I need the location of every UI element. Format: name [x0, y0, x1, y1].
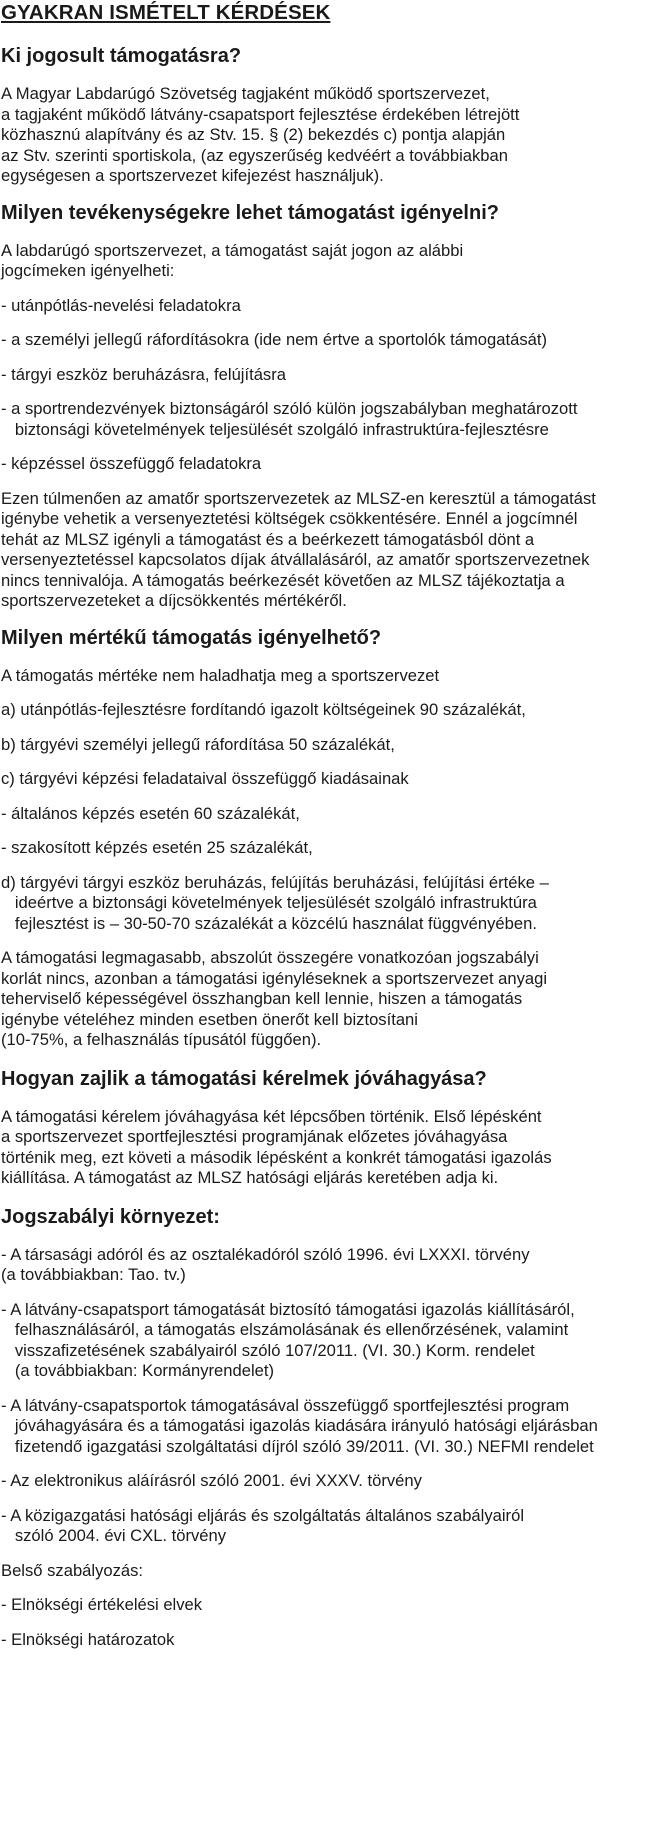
paragraph: - Az elektronikus aláírásról szóló 2001. évi XXXV. törvény — [1, 1471, 422, 1490]
paragraph: - A közigazgatási hatósági eljárás és szolgáltatás általános szabályairól szóló 2004. évi CXL. törvény — [1, 1505, 525, 1545]
paragraph: - Elnökségi értékelési elvek — [1, 1595, 203, 1614]
section-heading: Hogyan zajlik a támogatási kérelmek jóváhagyása? — [1, 1067, 487, 1090]
paragraph: A Magyar Labdarúgó Szövetség tagjaként működő sportszervezet, a tagjaként működő látvány-csapatsport fejlesztése érdekében létrejött közhasznú alapítvány és az Stv. 15. § (2) bekezdés c) pontja alapján az Stv. szerinti sportiskola, (az egyszerűség kedvéért a továbbiakban egységesen a sportszervezet kifejezést használjuk). — [1, 84, 520, 185]
paragraph: c) tárgyévi képzési feladataival összefüggő kiadásainak — [1, 769, 409, 788]
paragraph: A támogatás mértéke nem haladhatja meg a sportszervezet — [1, 665, 440, 685]
paragraph: - képzéssel összefüggő feladatokra — [1, 454, 262, 473]
paragraph: - tárgyi eszköz beruházásra, felújításra — [1, 364, 286, 384]
page-title: GYAKRAN ISMÉTELT KÉRDÉSEK — [1, 1, 331, 24]
section-heading: Milyen tevékenységekre lehet támogatást igényelni? — [1, 201, 499, 224]
paragraph: - a sportrendezvények biztonságáról szóló külön jogszabályban meghatározott biztonsági követelmények teljesülését szolgáló infrastruktúra-fejlesztésre — [1, 399, 578, 439]
paragraph: - A társasági adóról és az osztalékadóról szóló 1996. évi LXXXI. törvény (a továbbiakban: Tao. tv.) — [1, 1244, 530, 1284]
paragraph: - a személyi jellegű ráfordításokra (ide nem értve a sportolók támogatását) — [1, 330, 547, 349]
paragraph: b) tárgyévi személyi jellegű ráfordítása 50 százalékát, — [1, 734, 395, 754]
paragraph: Belső szabályozás: — [1, 1560, 144, 1580]
section-heading: Jogszabályi környezet: — [1, 1205, 220, 1228]
paragraph: A labdarúgó sportszervezet, a támogatást saját jogon az alábbi jogcímeken igényelheti: — [1, 240, 464, 280]
faq-content — [1, 44, 650, 1650]
paragraph: d) tárgyévi tárgyi eszköz beruházás, felújítás beruházási, felújítási értéke – ideértve a biztonsági követelmények teljesülését szolgáló infrastruktúra fejlesztést is – 30-50-70 százalékát a közcélú használat függvényében. — [1, 872, 549, 933]
paragraph: a) utánpótlás-fejlesztésre fordítandó igazolt költségeinek 90 százalékát, — [1, 700, 526, 719]
paragraph: - utánpótlás-nevelési feladatokra — [1, 295, 241, 315]
paragraph: - A látvány-csapatsport támogatását biztosító támogatási igazolás kiállításáról, felhasználásáról, a támogatás elszámolásának és ellenőrzésének, valamint visszafizetésének szabályairól szóló 107/2011. (VI. 30.) Korm. rendelet (a továbbiakban: Kormányrendelet) — [1, 1299, 575, 1380]
section-heading: Ki jogosult támogatásra? — [1, 45, 242, 67]
paragraph: - A látvány-csapatsportok támogatásával összefüggő sportfejlesztési program jóváhagyására és a támogatási igazolás kiadására irányuló hatósági eljárásban fizetendő igazgatási szolgáltatási díjról szóló 39/2011. (VI. 30.) NEFMI rendelet — [1, 1395, 598, 1456]
section-heading: Milyen mértékű támogatás igényelhető? — [1, 626, 382, 649]
paragraph: A támogatási kérelem jóváhagyása két lépcsőben történik. Első lépésként a sportszervezet sportfejlesztési programjának előzetes jóváhagyása történik meg, ezt követi a második lépésként a konkrét támogatási igazolás kiállítása. A támogatást az MLSZ hatósági eljárás keretében adja ki. — [1, 1106, 552, 1187]
paragraph: A támogatási legmagasabb, abszolút összegére vonatkozóan jogszabályi korlát nincs, azonban a támogatási igényléseknek a sportszervezet anyagi teherviselő képességével összhangban kell lennie, hiszen a támogatás igénybe vételéhez minden esetben önerőt kell biztosítani (10-75%, a felhasználás típusától függően). — [1, 948, 548, 1049]
paragraph: - általános képzés esetén 60 százalékát, — [1, 803, 300, 823]
paragraph: Ezen túlmenően az amatőr sportszervezetek az MLSZ-en keresztül a támogatást igénybe vehetik a versenyeztetési költségek csökkentésére. Ennél a jogcímnél tehát az MLSZ igényli a támogatást és a beérkezett támogatásból dönt a versenyeztetéssel kapcsolatos díjak átvállalásáról, az amatőr sportszervezetnek nincs tennivalója. A támogatás beérkezését követően az MLSZ tájékoztatja a sportszervezeteket a díjcsökkentés mértékéről. — [1, 488, 596, 610]
paragraph: - Elnökségi határozatok — [1, 1629, 175, 1649]
paragraph: - szakosított képzés esetén 25 százalékát, — [1, 838, 313, 857]
